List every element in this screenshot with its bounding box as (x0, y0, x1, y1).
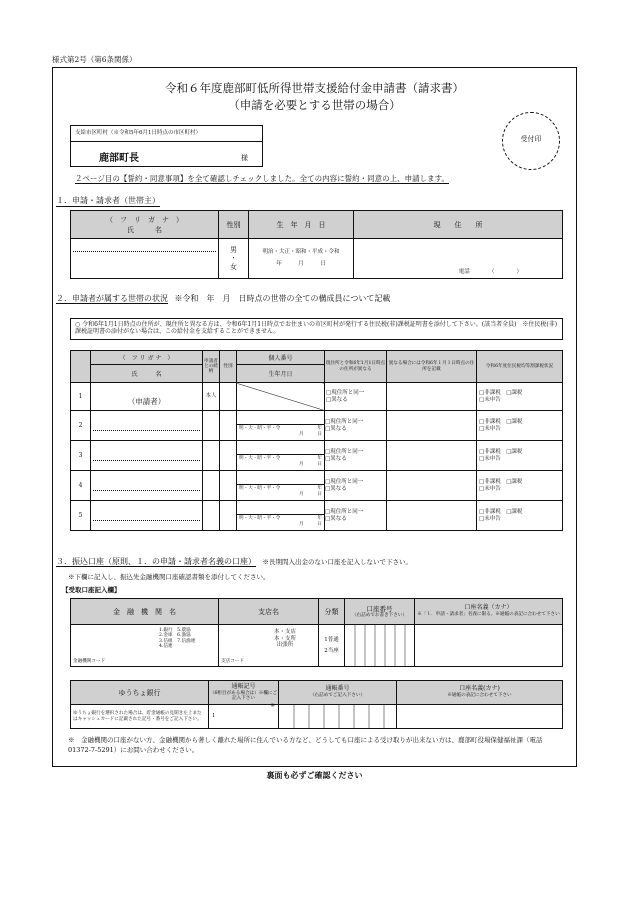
section3-heading: ３．振込口座（原則、１．の申請・請求者名義の口座） (56, 557, 256, 566)
hh-mynumber-header: 個人番号 (237, 351, 325, 365)
table-row (71, 471, 563, 501)
section1-heading: １．申請・請求者（世帯主） (56, 196, 160, 205)
bank-type-options: 1.銀行 5.農協 2.金庫 6.漁協 3.信組 7.信漁連 4.信連 (159, 628, 196, 649)
section2-heading-line (56, 294, 390, 304)
reception-stamp (502, 112, 560, 170)
section3-heading-line (56, 557, 412, 567)
hh-sex-header: 性別 (220, 351, 237, 383)
yucho-number-field[interactable] (279, 705, 397, 729)
recipient-box (70, 125, 263, 167)
relation-field[interactable] (203, 441, 220, 471)
yucho-holder-header: 口座名義(カナ) ※通帳の表記に合わせて下さい (397, 681, 563, 705)
applicant-name-field[interactable] (71, 239, 219, 279)
branch-type-options: 本・支店 本・支所 出張所 (274, 629, 297, 649)
sex-field[interactable] (220, 441, 237, 471)
row1-sex[interactable] (220, 383, 237, 411)
bank-code-label: 金融機関コード (73, 658, 106, 664)
addr-field[interactable] (387, 471, 477, 501)
table-row (71, 383, 563, 411)
yucho-table (70, 680, 563, 729)
member-name-field[interactable] (91, 501, 203, 531)
address-label: 現 住 所 (354, 211, 563, 239)
addr-field[interactable] (387, 411, 477, 441)
relation-field[interactable] (203, 411, 220, 441)
row-number: 2 (71, 411, 91, 441)
furigana-label: （ フ リ ガ ナ ） (106, 215, 183, 224)
phone-field: 電話 （ ） (458, 269, 522, 276)
era-options: 明治・大正・昭和・平成・令和 (262, 249, 340, 256)
yucho-mark: ※ (270, 703, 275, 709)
branch-header: 支店名 (219, 599, 319, 625)
form-number: 様式第2号（第6条関係） (52, 55, 137, 64)
member-name-field[interactable] (91, 441, 203, 471)
section3-note: ※長期間入出金のない口座を記入しないで下さい。 (262, 558, 413, 566)
row1-relation: 本人 (203, 383, 220, 411)
type-header: 分類 (319, 599, 345, 625)
name-label: 氏 名 (127, 225, 162, 234)
household-table (70, 350, 563, 531)
account-box-title: 【受取口座記入欄】 (62, 586, 121, 594)
yucho-symbol-header: 通帳記号 （6桁目がある場合は）※欄にご記入下さい (209, 681, 279, 705)
hh-name-header: 氏 名 (91, 365, 203, 383)
birth-ymd: 年 月 日 (276, 261, 326, 267)
branch-code-label: 支店コード (221, 658, 244, 664)
row1-addr-check[interactable]: □現住所と同一 □異なる (325, 383, 387, 411)
bank-table (70, 598, 563, 667)
account-type-field[interactable]: 1普通 2当座 (319, 625, 345, 667)
recipient-honorific: 様 (241, 154, 248, 162)
birth-field[interactable] (249, 239, 354, 279)
mynumber-birth-field[interactable]: 明・大・昭・平・令 年 月 日 (237, 471, 325, 501)
branch-field[interactable] (219, 625, 319, 667)
hh-birth-header: 生年月日 (237, 365, 325, 383)
bank-name-header: 金 融 機 関 名 (71, 599, 219, 625)
row-number: 4 (71, 471, 91, 501)
hh-addr-same-header: 現住所と令和6年1月1日時点の住所が異なる (325, 351, 387, 383)
hh-furigana-header: （ フ リ ガ ナ ） (91, 351, 203, 365)
recipient-label: 支給市区町村（※令和5年6月1日時点の市区町村） (75, 130, 201, 136)
sex-field[interactable] (220, 501, 237, 531)
row1-name: （申請者） (91, 383, 203, 411)
addr-check[interactable]: □現住所と同一 □異なる (325, 501, 387, 531)
member-name-field[interactable] (91, 411, 203, 441)
yucho-number-header: 通帳番号 （右詰めでご記入下さい） (279, 681, 397, 705)
section3-note1: ※下欄に記入し、振込先金融機関口座確認書類を添付してください。 (68, 573, 270, 581)
row1-mynumber[interactable] (237, 383, 325, 411)
relation-field[interactable] (203, 501, 220, 531)
bank-name-field[interactable] (71, 625, 219, 667)
hh-addr-diff-header: 異なる場合には令和6年１月１日時点の住所を記載 (387, 351, 477, 383)
section2-heading: ２．申請者が属する世帯の状況 (56, 294, 168, 303)
form-title: 令和６年度鹿部町低所得世帯支援給付金申請書（請求書） (165, 81, 464, 95)
row1-tax-check[interactable]: □非課税 □課税 □未申告 (477, 383, 563, 411)
table-row (71, 411, 563, 441)
addr-check[interactable]: □現住所と同一 □異なる (325, 441, 387, 471)
account-number-field[interactable] (345, 625, 415, 667)
row-number: 5 (71, 501, 91, 531)
account-header: 口座番号 （右詰めでお書き下さい） (345, 599, 415, 625)
yucho-note: ゆうちょ銀行を選択された場合は、貯金通帳の見開き左上またはキャッシュカードに記載された記号・番号をご記入下さい。 (71, 705, 209, 729)
sex-label: 性別 (219, 211, 249, 239)
sex-options[interactable]: 男 ・ 女 (219, 239, 249, 279)
sex-field[interactable] (220, 411, 237, 441)
hh-relation-header: 申請者との続柄 (203, 351, 220, 383)
form-subtitle: （申請を必要とする世帯の場合） (228, 98, 401, 112)
yucho-label: ゆうちょ銀行 (71, 681, 209, 705)
mynumber-birth-field[interactable]: 明・大・昭・平・令 年 月 日 (237, 411, 325, 441)
footer-note: ※ 金融機関の口座がない方、金融機関から著しく離れた場所に住んでいる方など、どうしても口座による受け取りが出来ない方は、鹿部町役場保健福祉課（電話01372-7-5291）にお問い合わせください。 (68, 736, 543, 754)
table-row (71, 441, 563, 471)
recipient-name: 鹿部町長 (99, 153, 139, 164)
row-number: 3 (71, 441, 91, 471)
mynumber-birth-field[interactable]: 明・大・昭・平・令 年 月 日 (237, 501, 325, 531)
tax-check[interactable]: □非課税 □課税 □未申告 (477, 501, 563, 531)
member-name-field[interactable] (91, 471, 203, 501)
stamp-label: 受付印 (520, 135, 542, 143)
yucho-holder-field[interactable] (397, 705, 563, 729)
holder-header: 口座名義（カナ） ※「１．申請・請求者」名義に限る。※通帳の表記に合わせて下さい (415, 599, 563, 625)
section2-note: ※令和 年 月 日時点の世帯の全ての構成員について記載 (174, 294, 391, 303)
mynumber-birth-field[interactable]: 明・大・昭・平・令 年 月 日 (237, 441, 325, 471)
tax-check[interactable]: □非課税 □課税 □未申告 (477, 441, 563, 471)
hh-tax-header: 令和6年度住民税均等割課税状況 (477, 351, 563, 383)
relation-field[interactable] (203, 471, 220, 501)
addr-field[interactable] (387, 501, 477, 531)
applicant-table (70, 210, 563, 279)
addr-check[interactable]: □現住所と同一 □異なる (325, 411, 387, 441)
row-number: 1 (71, 383, 91, 411)
addr-check[interactable]: □現住所と同一 □異なる (325, 471, 387, 501)
birth-label: 生 年 月 日 (249, 211, 354, 239)
yucho-symbol-field[interactable]: 1 ※ (209, 705, 279, 729)
sex-field[interactable] (220, 471, 237, 501)
back-notice: 裏面も必ずご確認ください (266, 770, 363, 780)
row1-addr-field[interactable] (387, 383, 477, 411)
confirmation-statement: ２ページ目の【誓約・同意事項】を全て確認しチェックしました。全ての内容に誓約・同意の上、申請します。 (75, 174, 450, 183)
addr-field[interactable] (387, 441, 477, 471)
table-row (71, 501, 563, 531)
address-field[interactable] (354, 239, 563, 279)
tax-check[interactable]: □非課税 □課税 □未申告 (477, 411, 563, 441)
tax-check[interactable]: □非課税 □課税 □未申告 (477, 471, 563, 501)
account-holder-field[interactable] (415, 625, 563, 667)
residence-notice: ○ 令和6年1月1日時点の住所が、現住所と異なる方は、令和6年1月1日時点でお住まいの市区町村が発行する住民税(非)課税証明書を添付して下さい。(該当者全員) ※住民税(非)課税証明書の添付がない場合は、この給付金を支給することができません。 (70, 318, 563, 340)
